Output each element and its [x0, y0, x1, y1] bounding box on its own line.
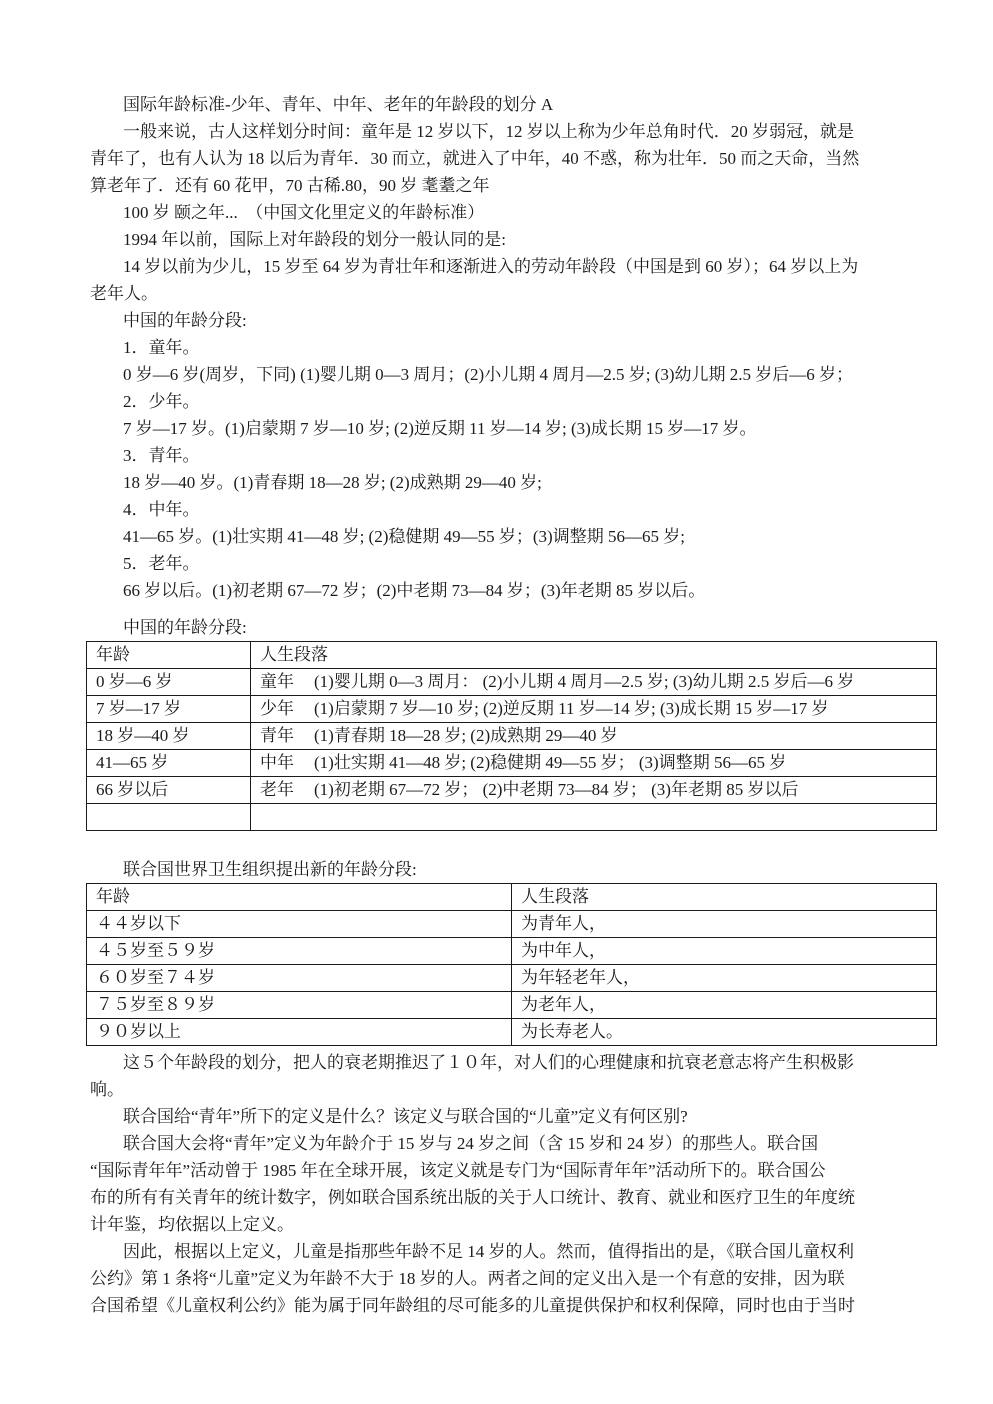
list-item: 0 岁—6 岁(周岁，下同) (1)婴儿期 0—3 周月；(2)小儿期 4 周月—2.5 岁; (3)幼儿期 2.5 岁后—6 岁； [123, 365, 854, 384]
column-header: 年龄 [87, 884, 512, 911]
table-row [87, 965, 937, 992]
table-cell [251, 669, 937, 696]
text-line: 公约》第 1 条将“儿童”定义为年龄不大于 18 岁的人。两者之间的定义出入是一个有意的安排，因为联 [90, 1269, 845, 1288]
table-cell: ７５岁至８９岁 [87, 992, 512, 1019]
table-row [87, 750, 937, 777]
table-cell: 18 岁—40 岁 [87, 723, 251, 750]
list-item: 41—65 岁。(1)壮实期 41—48 岁; (2)稳健期 49—55 岁；(3)调整期 56—65 岁; [123, 527, 685, 546]
table-cell [251, 777, 937, 804]
document-title: 国际年龄标准-少年、青年、中年、老年的年龄段的划分 A [123, 95, 554, 114]
table-cell: 为老年人， [512, 992, 937, 1019]
stage-detail: (1)青春期 18—28 岁; (2)成熟期 29—40 岁 [314, 726, 618, 745]
table-cell: 41—65 岁 [87, 750, 251, 777]
text-line: 青年了，也有人认为 18 以后为青年．30 而立，就进入了中年，40 不惑，称为壮年．50 而之天命，当然 [90, 149, 860, 168]
text-line: 100 岁 颐之年... （中国文化里定义的年龄标准） [123, 203, 485, 222]
table-row [87, 1019, 937, 1046]
table-row [87, 696, 937, 723]
text-line: 合国希望《儿童权利公约》能为属于同年龄组的尽可能多的儿童提供保护和权利保障，同时也由于当时 [90, 1296, 855, 1315]
section-heading: 中国的年龄分段: [123, 311, 247, 330]
text-line: 算老年了．还有 60 花甲，70 古稀.80，90 岁 耄耋之年 [90, 176, 490, 195]
text-line: 计年鉴，均依据以上定义。 [90, 1215, 294, 1234]
table-cell: 7 岁—17 岁 [87, 696, 251, 723]
text-line: 14 岁以前为少儿，15 岁至 64 岁为青壮年和逐渐进入的劳动年龄段（中国是到 60 岁）；64 岁以上为 [123, 257, 859, 276]
list-item: 2．少年。 [123, 392, 200, 411]
list-item: 1．童年。 [123, 338, 200, 357]
table-cell: 为长寿老人。 [512, 1019, 937, 1046]
table-cell [87, 804, 251, 831]
list-item: 66 岁以后。(1)初老期 67—72 岁；(2)中老期 73—84 岁；(3)年老期 85 岁以后。 [123, 581, 706, 600]
text-line: 因此，根据以上定义，儿童是指那些年龄不足 14 岁的人。然而，值得指出的是，《联合国儿童权利 [123, 1242, 854, 1261]
table-caption: 联合国世界卫生组织提出新的年龄分段: [123, 860, 417, 879]
list-item: 4．中年。 [123, 500, 200, 519]
table-row [87, 911, 937, 938]
table-cell [251, 723, 937, 750]
text-line: 响。 [90, 1080, 124, 1099]
closing-paragraphs [90, 1049, 943, 1319]
list-item: 3．青年。 [123, 446, 200, 465]
stage-detail: (1)壮实期 41—48 岁; (2)稳健期 49—55 岁； (3)调整期 56—65 岁 [314, 753, 787, 772]
stage-label: 中年 [260, 753, 294, 772]
table-row [87, 938, 937, 965]
list-item: 7 岁—17 岁。(1)启蒙期 7 岁—10 岁; (2)逆反期 11 岁—14 岁; (3)成长期 15 岁—17 岁。 [123, 419, 757, 438]
table-cell: 为年轻老年人， [512, 965, 937, 992]
table-cell [251, 696, 937, 723]
table-row [87, 723, 937, 750]
table-row [87, 669, 937, 696]
text-line: 联合国大会将“青年”定义为年龄介于 15 岁与 24 岁之间（含 15 岁和 24 岁）的那些人。联合国 [123, 1134, 819, 1153]
stage-label: 青年 [260, 726, 294, 745]
table-row [87, 992, 937, 1019]
column-header: 人生段落 [251, 642, 937, 669]
table-cell: ４５岁至５９岁 [87, 938, 512, 965]
table-cell: 为中年人， [512, 938, 937, 965]
column-header: 年龄 [87, 642, 251, 669]
table-caption: 中国的年龄分段: [123, 618, 247, 637]
table-cell: 为青年人， [512, 911, 937, 938]
table-row [87, 804, 937, 831]
table-cell: ９０岁以上 [87, 1019, 512, 1046]
table-cell: 66 岁以后 [87, 777, 251, 804]
text-line: 1994 年以前，国际上对年龄段的划分一般认同的是: [123, 230, 506, 249]
text-line: 布的所有有关青年的统计数字，例如联合国系统出版的关于人口统计、教育、就业和医疗卫生的年度统 [90, 1188, 855, 1207]
text-line: 一般来说，古人这样划分时间：童年是 12 岁以下，12 岁以上称为少年总角时代．20 岁弱冠，就是 [123, 122, 854, 141]
list-item: 18 岁—40 岁。(1)青春期 18—28 岁; (2)成熟期 29—40 岁; [123, 473, 542, 492]
table-cell [251, 804, 937, 831]
age-table-who [86, 883, 937, 1046]
age-table-china [86, 641, 937, 831]
text-line: 联合国给“青年”所下的定义是什么？该定义与联合国的“儿童”定义有何区别? [123, 1107, 688, 1126]
list-item: 5．老年。 [123, 554, 200, 573]
text-line: 这５个年龄段的划分，把人的衰老期推迟了１０年，对人们的心理健康和抗衰老意志将产生积极影 [123, 1053, 854, 1072]
table-cell: ６０岁至７４岁 [87, 965, 512, 992]
table-cell: ４４岁以下 [87, 911, 512, 938]
table-cell [251, 750, 937, 777]
table-cell: 0 岁—6 岁 [87, 669, 251, 696]
text-line: 老年人。 [90, 284, 158, 303]
table-row [87, 777, 937, 804]
stage-detail: (1)婴儿期 0—3 周月： (2)小儿期 4 周月—2.5 岁; (3)幼儿期 2.5 岁后—6 岁 [314, 672, 855, 691]
stage-label: 少年 [260, 699, 294, 718]
table-header-row [87, 884, 937, 911]
stage-detail: (1)初老期 67—72 岁； (2)中老期 73—84 岁； (3)年老期 85 岁以后 [314, 780, 799, 799]
table-header-row [87, 642, 937, 669]
stage-detail: (1)启蒙期 7 岁—10 岁; (2)逆反期 11 岁—14 岁; (3)成长期 15 岁—17 岁 [314, 699, 829, 718]
column-header: 人生段落 [512, 884, 937, 911]
text-line: “国际青年年”活动曾于 1985 年在全球开展，该定义就是专门为“国际青年年”活动所下的。联合国公 [90, 1161, 826, 1180]
stage-label: 童年 [260, 672, 294, 691]
stage-label: 老年 [260, 780, 294, 799]
